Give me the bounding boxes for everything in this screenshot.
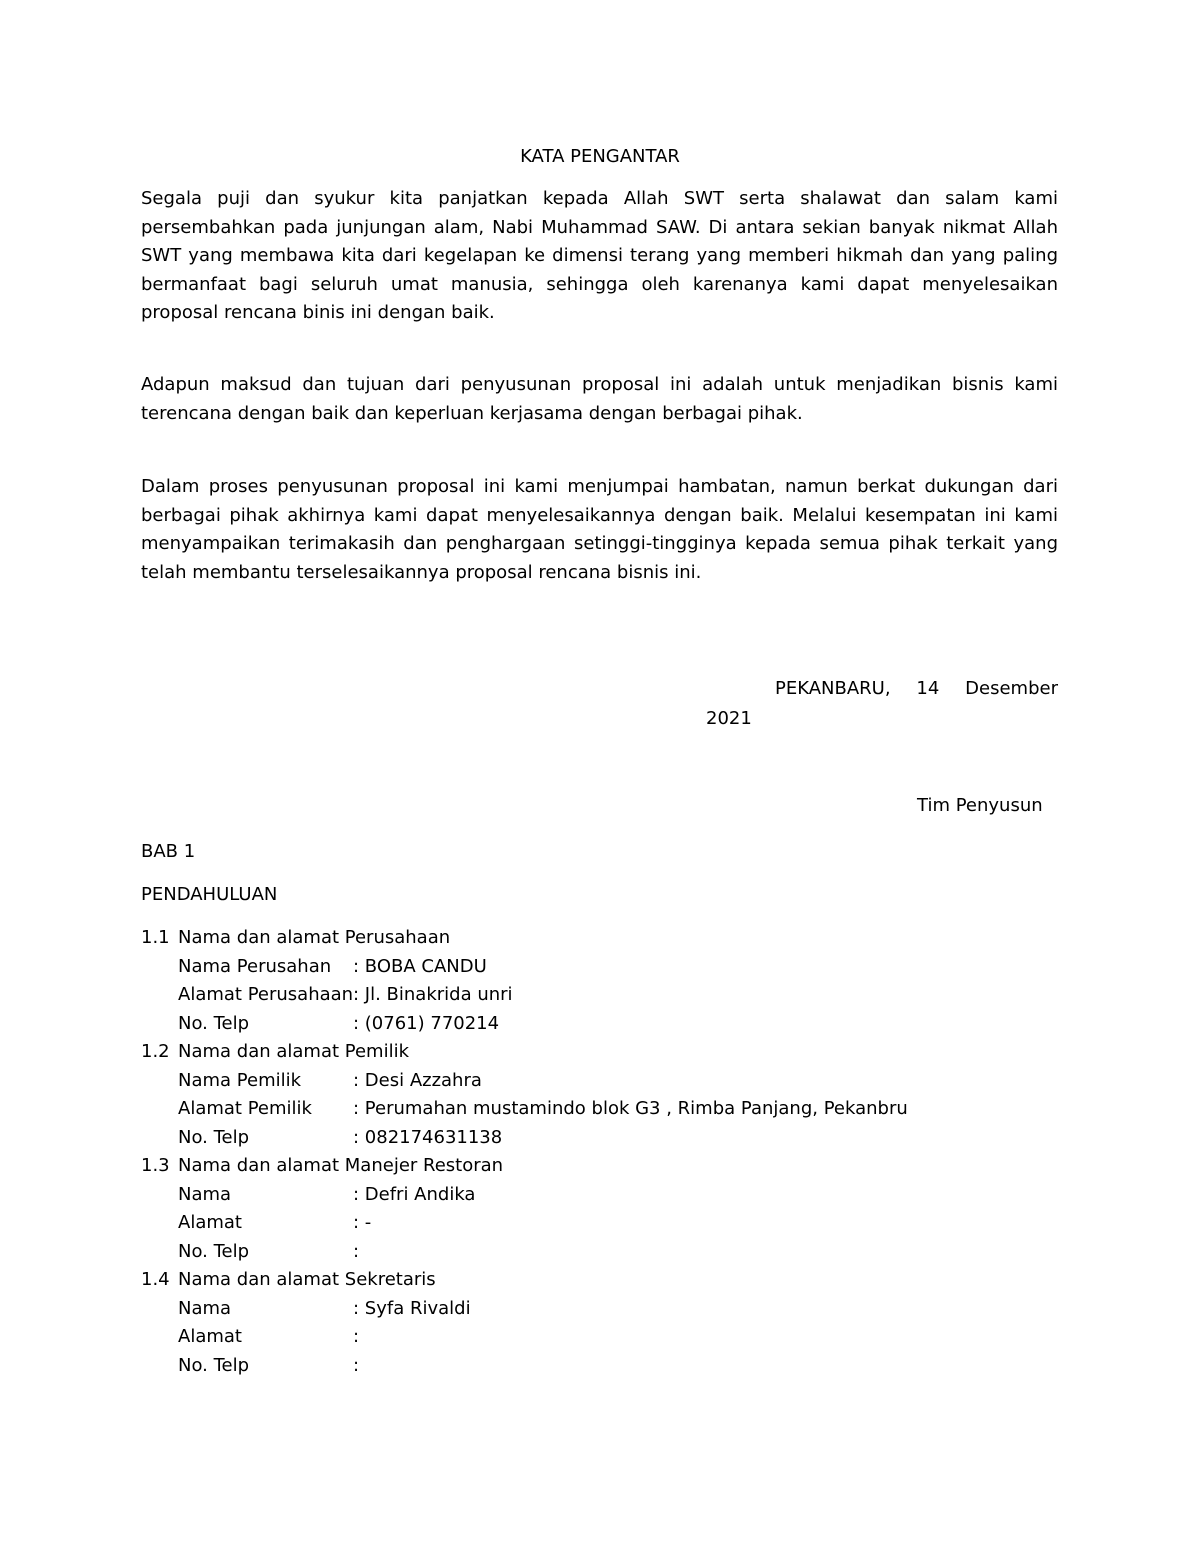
info-value: : BOBA CANDU	[353, 955, 487, 977]
signature: Tim Penyusun	[917, 795, 1043, 816]
info-label: No. Telp	[178, 1240, 250, 1262]
info-label: No. Telp	[178, 1354, 250, 1376]
info-row	[141, 1181, 1041, 1210]
section-heading	[141, 1152, 1041, 1181]
info-row	[141, 953, 1041, 982]
section-number: 1.1	[141, 927, 170, 948]
info-label: Nama Pemilik	[178, 1069, 302, 1091]
place-date: PEKANBARU, 14 Desember	[775, 678, 1058, 699]
info-label: No. Telp	[178, 1126, 250, 1148]
info-label: Nama	[178, 1183, 232, 1205]
paragraph-2: Adapun maksud dan tujuan dari penyusunan proposal ini adalah untuk menjadikan bisnis kami terencana dengan baik dan keperluan kerjasama dengan berbagai pihak.	[141, 374, 1058, 424]
info-row	[141, 1067, 1041, 1096]
info-row	[141, 1295, 1041, 1324]
info-row	[141, 1010, 1041, 1039]
info-value: : Syfa Rivaldi	[353, 1297, 471, 1319]
info-value: : (0761) 770214	[353, 1012, 500, 1034]
info-value: : -	[353, 1212, 372, 1233]
info-value: :	[353, 1240, 360, 1262]
paragraph-1: Segala puji dan syukur kita panjatkan kepada Allah SWT serta shalawat dan salam kami persembahkan pada junjungan alam, Nabi Muhammad SAW. Di antara sekian banyak nikmat Allah SWT yang membawa kita dari kegelapan ke dimensi terang yang memberi hikmah dan yang paling bermanfaat bagi seluruh umat manusia, sehingga oleh karenanya kami dapat menyelesaikan proposal rencana binis ini dengan baik.	[141, 188, 1058, 324]
info-label: Nama Perusahan	[178, 955, 332, 977]
section-title: Nama dan alamat Manejer Restoran	[178, 1155, 504, 1176]
section-secretary	[141, 1266, 1041, 1380]
section-number: 1.4	[141, 1269, 170, 1290]
info-label: Alamat	[178, 1212, 242, 1233]
section-owner	[141, 1038, 1041, 1152]
info-label: Alamat	[178, 1326, 242, 1347]
info-value: :	[353, 1354, 360, 1376]
page-title: KATA PENGANTAR	[520, 146, 680, 167]
date-year: 2021	[706, 708, 752, 729]
section-number: 1.3	[141, 1155, 170, 1176]
section-title: Nama dan alamat Pemilik	[178, 1041, 410, 1062]
section-heading	[141, 1038, 1041, 1067]
info-value: : Jl. Binakrida unri	[353, 984, 513, 1005]
info-row	[141, 1352, 1041, 1381]
info-row	[141, 1124, 1041, 1153]
info-value: :	[353, 1326, 360, 1347]
info-value: : Desi Azzahra	[353, 1069, 482, 1091]
info-row	[141, 981, 1041, 1010]
info-value: : Defri Andika	[353, 1183, 476, 1205]
info-label: No. Telp	[178, 1012, 250, 1034]
section-title: Nama dan alamat Sekretaris	[178, 1269, 436, 1290]
chapter-title: PENDAHULUAN	[141, 884, 278, 905]
chapter-number: BAB 1	[141, 841, 196, 862]
info-value: : Perumahan mustamindo blok G3 , Rimba Panjang, Pekanbru	[353, 1098, 908, 1119]
section-company	[141, 924, 1041, 1038]
section-heading	[141, 1266, 1041, 1295]
info-label: Alamat Pemilik	[178, 1098, 312, 1119]
section-manager	[141, 1152, 1041, 1266]
info-row	[141, 1323, 1041, 1352]
info-row	[141, 1238, 1041, 1267]
info-row	[141, 1209, 1041, 1238]
section-number: 1.2	[141, 1041, 170, 1062]
paragraph-3: Dalam proses penyusunan proposal ini kami menjumpai hambatan, namun berkat dukungan dari berbagai pihak akhirnya kami dapat menyelesaikannya dengan baik. Melalui kesempatan ini kami menyampaikan terimakasih dan penghargaan setinggi-tingginya kepada semua pihak terkait yang telah membantu terselesaikannya proposal rencana bisnis ini.	[141, 476, 1058, 583]
info-row	[141, 1095, 1041, 1124]
info-label: Nama	[178, 1297, 232, 1319]
info-value: : 082174631138	[353, 1126, 503, 1148]
info-label: Alamat Perusahaan	[178, 984, 354, 1005]
section-title: Nama dan alamat Perusahaan	[178, 927, 451, 948]
section-heading	[141, 924, 1041, 953]
